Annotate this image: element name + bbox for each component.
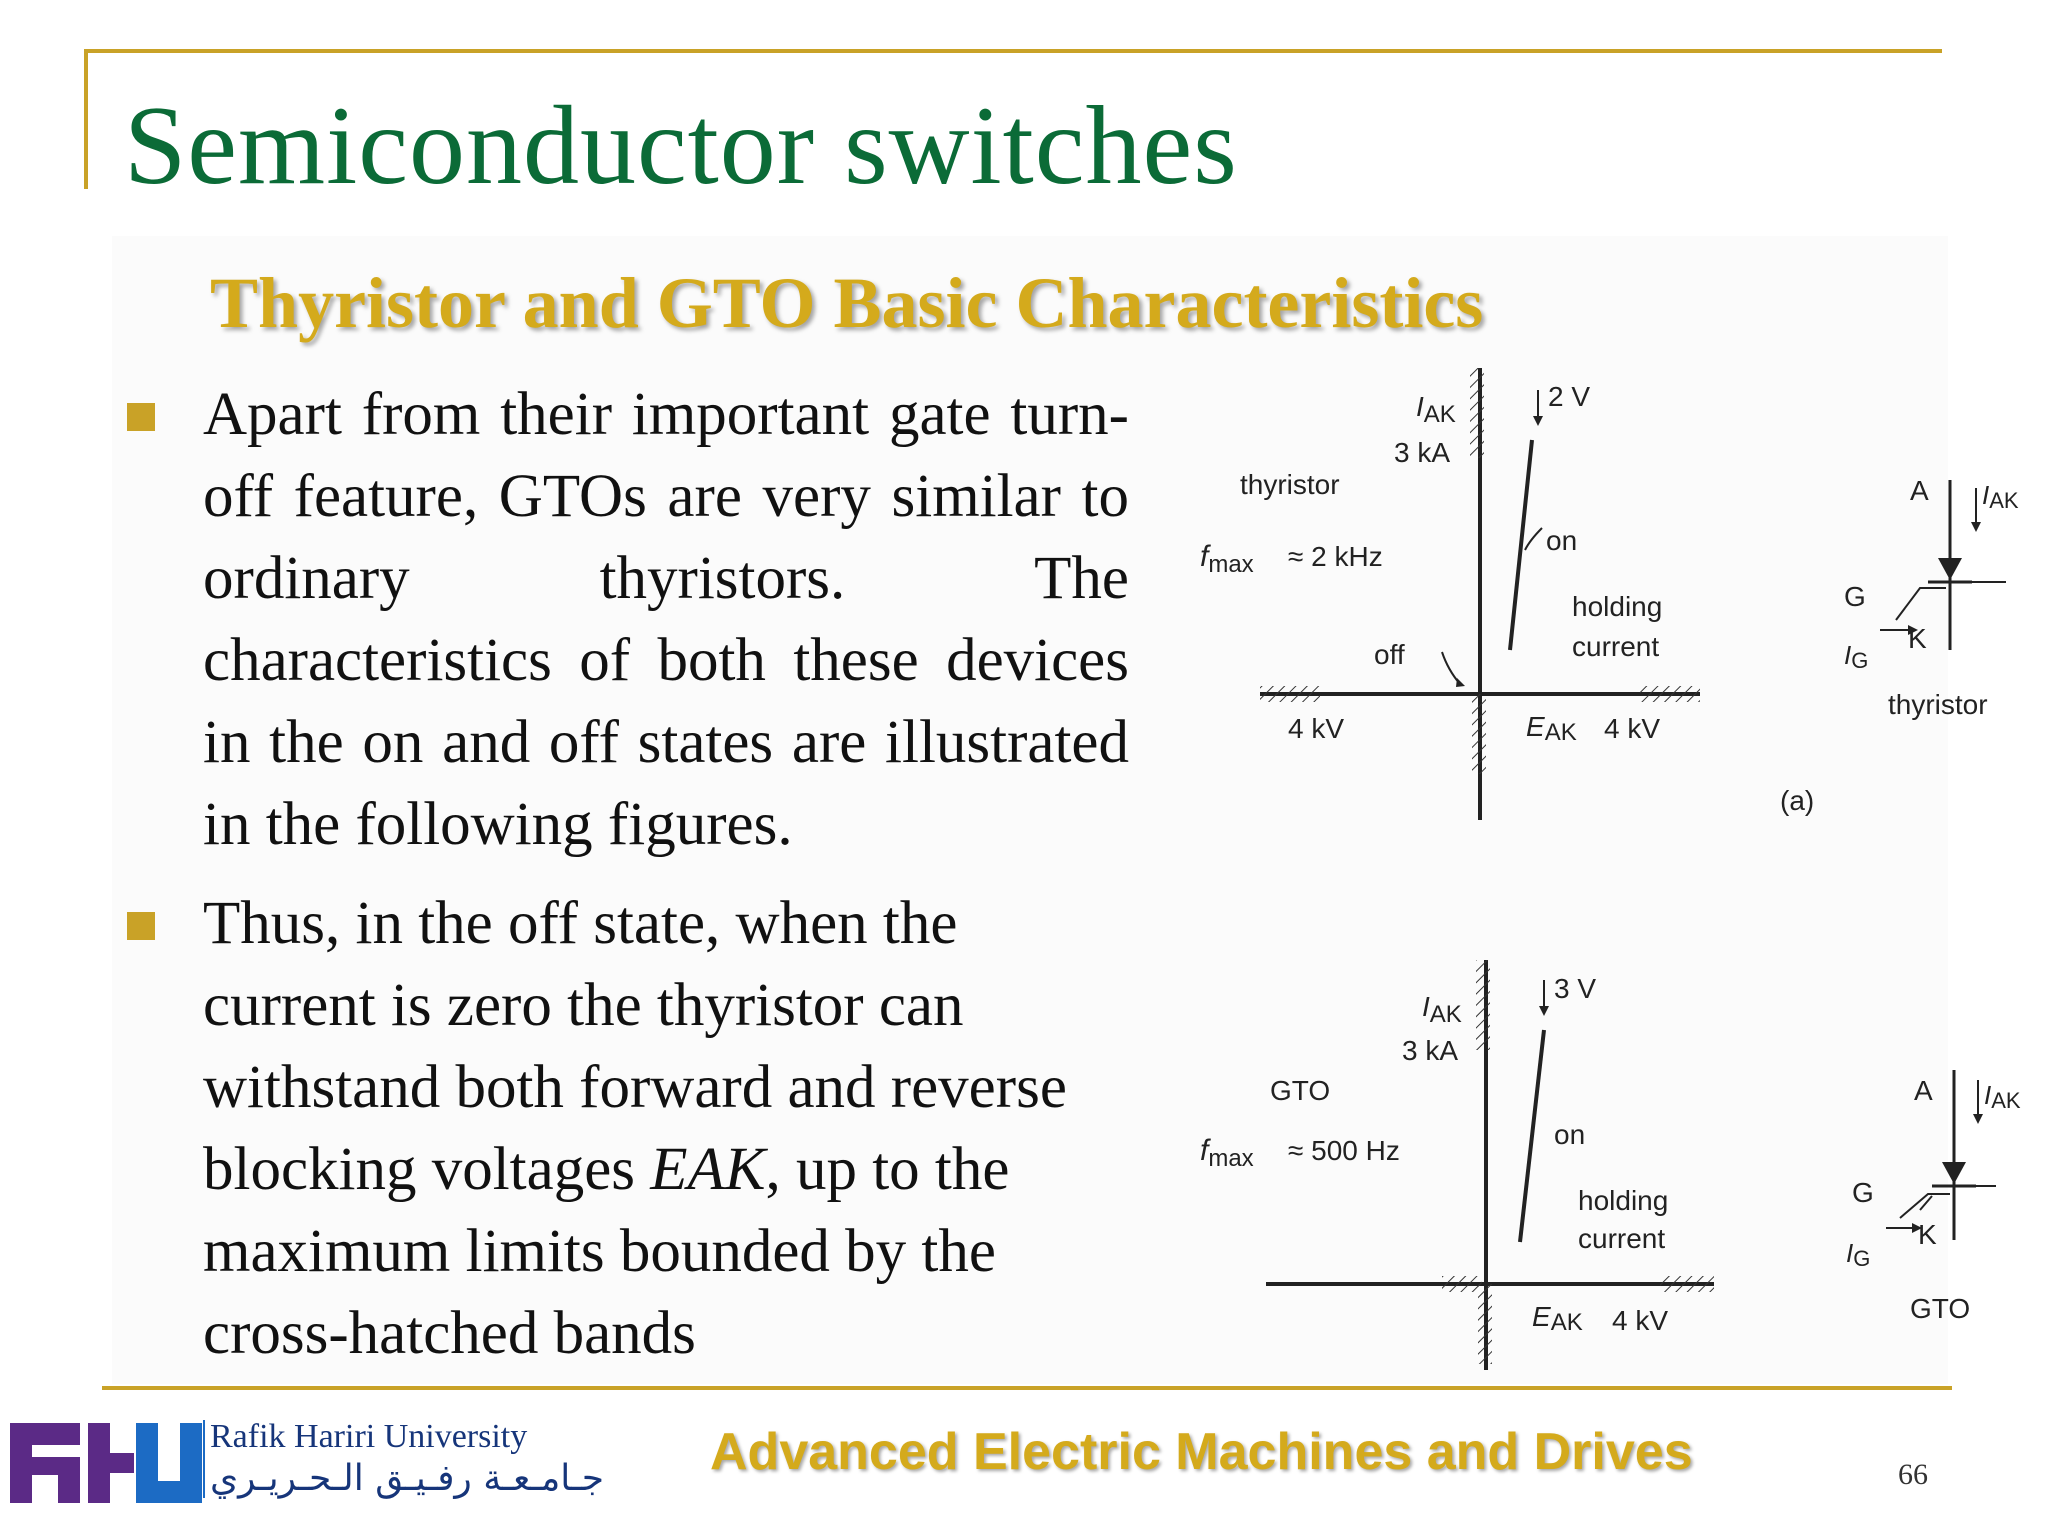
- f-max-value: ≈ 500 Hz: [1288, 1135, 1400, 1166]
- thyristor-characteristic-figure: [1180, 360, 2040, 840]
- off-label: off: [1374, 639, 1405, 670]
- bottom-rule: [102, 1386, 1952, 1390]
- on-state-line: [1520, 1030, 1544, 1242]
- bullet-text-2-main: Thus, in the off state, when the current is zero the thyristor can withstand both forward and reverse blocking voltages: [203, 890, 1067, 1203]
- bullet-text-1: Apart from their important gate turn-off feature, GTOs are very similar to ordinary thyristors. The characteristics of both these devices in the on and off states are illustrated in the following figures.: [203, 381, 1129, 858]
- gate-label: G: [1844, 581, 1866, 612]
- top-rule: [84, 49, 1942, 53]
- eak-variable: EAK: [650, 1136, 766, 1203]
- positive-voltage-label: 4 kV: [1612, 1305, 1669, 1336]
- bullet-text-2-tail: , up to the maximum limits bounded by the cross-hatched bands: [203, 1136, 1010, 1367]
- hatched-band: [1640, 686, 1700, 702]
- gto-characteristic-figure: [1180, 950, 2040, 1380]
- hatched-band: [1476, 960, 1490, 1050]
- slide-subtitle: Thyristor and GTO Basic Characteristics: [210, 263, 1484, 343]
- on-voltage-label: 2 V: [1548, 381, 1591, 412]
- hatched-band: [1478, 1284, 1492, 1364]
- on-label: on: [1546, 525, 1578, 556]
- i-ak-label: I: [1422, 991, 1430, 1022]
- svg-text:IG: IG: [1846, 1238, 1871, 1271]
- negative-voltage-label: 4 kV: [1288, 713, 1345, 744]
- bullet-marker: [127, 912, 155, 940]
- cathode-label: K: [1908, 623, 1927, 654]
- svg-text:EAK: EAK: [1532, 1301, 1583, 1336]
- i-max-label: 3 kA: [1394, 437, 1451, 468]
- svg-text:fmax: $f_{max}$: [1200, 1134, 1254, 1172]
- symbol-name: thyristor: [1888, 689, 1988, 720]
- current-label: current: [1572, 631, 1660, 662]
- university-name-ar: جـامـعـة رفـيـق الـحـريـري: [210, 1458, 605, 1499]
- logo-divider: [203, 1420, 205, 1498]
- bullet-marker: [127, 403, 155, 431]
- anode-label: A: [1910, 475, 1929, 506]
- f-max-value: ≈ 2 kHz: [1288, 541, 1383, 572]
- svg-text:fmax: $f_{max}$: [1200, 540, 1254, 578]
- i-max-label: 3 kA: [1402, 1035, 1459, 1066]
- rhu-logo: [10, 1415, 202, 1507]
- left-rule: [84, 49, 88, 189]
- slide-title: Semiconductor switches: [124, 84, 1238, 208]
- hatched-band: [1260, 686, 1320, 702]
- svg-text:IAK: IAK: [1422, 991, 1462, 1028]
- on-label: on: [1554, 1119, 1586, 1150]
- university-name-en: Rafik Hariri University: [210, 1418, 528, 1455]
- on-voltage-label: 3 V: [1554, 973, 1597, 1004]
- svg-text:IAK: IAK: [1984, 1080, 2021, 1113]
- positive-voltage-label: 4 kV: [1604, 713, 1661, 744]
- svg-text:IAK: IAK: [1982, 480, 2019, 513]
- svg-text:IAK: IAK: [1416, 391, 1456, 428]
- course-title: Advanced Electric Machines and Drives: [710, 1423, 1693, 1481]
- f-max-label: f: [1200, 540, 1209, 573]
- gto-symbol: [1846, 1070, 2021, 1324]
- cathode-label: K: [1918, 1219, 1937, 1250]
- panel-label: (a): [1780, 785, 1815, 816]
- svg-text:EAK: EAK: [1526, 711, 1577, 746]
- e-ak-label: E: [1526, 711, 1545, 742]
- hatched-band: [1470, 368, 1484, 458]
- hatched-band: [1442, 1276, 1482, 1292]
- e-ak-label: E: [1532, 1301, 1551, 1332]
- thyristor-symbol: [1844, 475, 2019, 720]
- svg-text:IG: IG: [1844, 640, 1869, 673]
- device-label: thyristor: [1240, 469, 1340, 500]
- i-ak-label: I: [1416, 391, 1424, 422]
- symbol-name: GTO: [1910, 1293, 1971, 1324]
- holding-label: holding: [1578, 1185, 1669, 1216]
- hatched-band: [1660, 1276, 1714, 1292]
- device-label: GTO: [1270, 1075, 1331, 1106]
- current-label: current: [1578, 1223, 1666, 1254]
- page-number: 66: [1898, 1458, 1928, 1491]
- f-max-label: f: [1200, 1134, 1209, 1167]
- holding-label: holding: [1572, 591, 1663, 622]
- hatched-band: [1472, 694, 1486, 774]
- bullet-text-2: [203, 883, 1129, 1375]
- anode-label: A: [1914, 1075, 1933, 1106]
- gate-label: G: [1852, 1177, 1874, 1208]
